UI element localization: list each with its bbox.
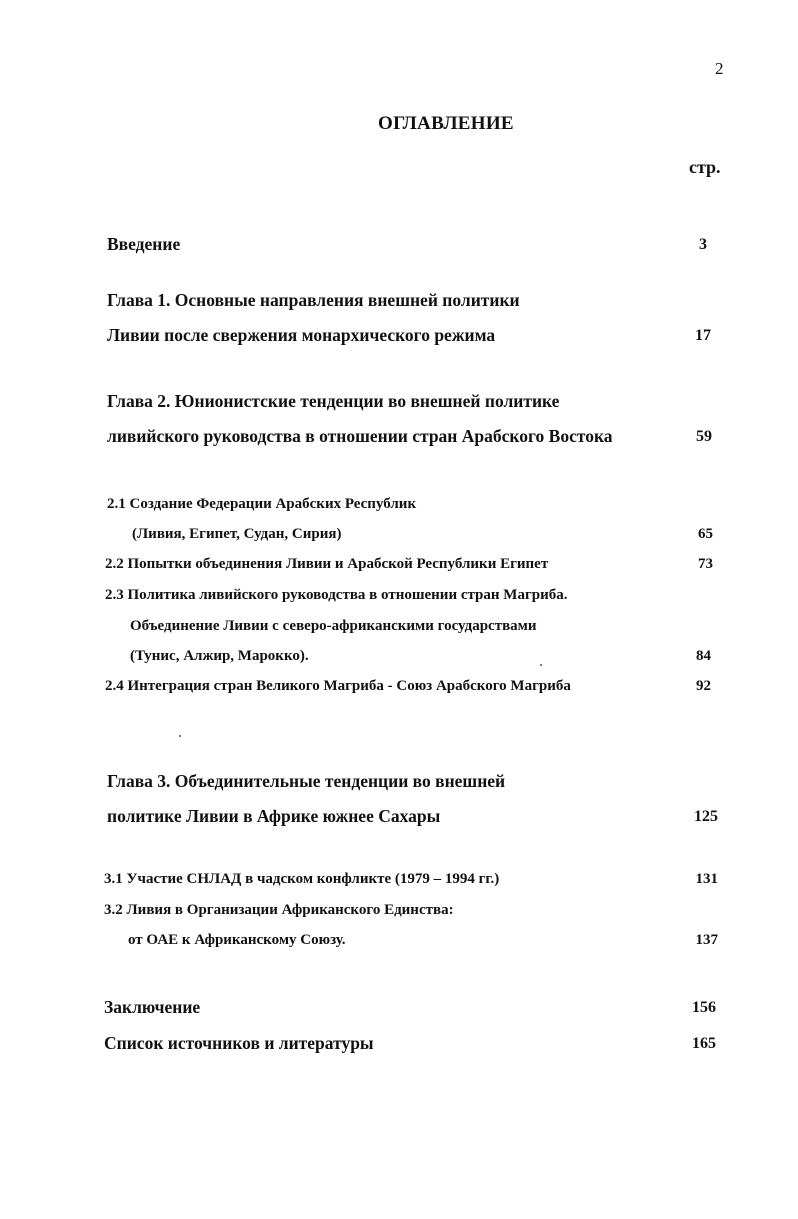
toc-entry-chapter-3-line-1: Глава 3. Объединительные тенденции во внешней [107, 771, 506, 791]
toc-entry-chapter-2-line-2: ливийского руководства в отношении стран Арабского Востока [107, 426, 613, 446]
toc-entry-chapter-2-line-1: Глава 2. Юнионистские тенденции во внешней политике [107, 391, 560, 411]
toc-page-conclusion: 156 [692, 999, 716, 1016]
toc-page-chapter-3: 125 [694, 808, 718, 825]
toc-page-section-3-1: 131 [695, 871, 718, 887]
toc-page-intro: 3 [699, 236, 707, 253]
toc-entry-section-2-1-line-2: (Ливия, Египет, Судан, Сирия) [132, 526, 342, 542]
toc-entry-section-3-2-line-1: 3.2 Ливия в Организации Африканского Единства: [104, 902, 454, 918]
toc-entry-chapter-3-line-2: политике Ливии в Африке южнее Сахары [107, 806, 441, 826]
toc-page-section-2-4: 92 [696, 678, 711, 694]
toc-title: ОГЛАВЛЕНИЕ [378, 113, 514, 134]
toc-entry-section-2-3-line-1: 2.3 Политика ливийского руководства в отношении стран Магриба. [105, 587, 568, 603]
scan-speck [540, 664, 542, 666]
toc-entry-chapter-1-line-1: Глава 1. Основные направления внешней политики [107, 290, 520, 310]
toc-entry-section-3-1: 3.1 Участие СНЛАД в чадском конфликте (1979 – 1994 гг.) [104, 871, 500, 887]
toc-page-chapter-2: 59 [696, 428, 712, 445]
toc-page-section-2-2: 73 [698, 556, 713, 572]
toc-entry-chapter-1-line-2: Ливии после свержения монархического режима [107, 325, 496, 345]
toc-entry-sources: Список источников и литературы [104, 1033, 374, 1053]
toc-entry-section-2-3-line-2: Объединение Ливии с северо-африканскими государствами [130, 618, 537, 634]
toc-entry-section-2-1-line-1: 2.1 Создание Федерации Арабских Республик [107, 496, 417, 512]
toc-entry-section-3-2-line-2: от ОАЕ к Африканскому Союзу. [128, 932, 346, 948]
toc-entry-intro: Введение [107, 234, 181, 254]
toc-page-section-2-3: 84 [696, 648, 711, 664]
toc-entry-section-2-2: 2.2 Попытки объединения Ливии и Арабской Республики Египет [105, 556, 549, 572]
toc-entry-conclusion: Заключение [104, 997, 201, 1017]
page-column-header: стр. [689, 157, 721, 177]
toc-page-sources: 165 [692, 1035, 716, 1052]
page-number: 2 [715, 59, 724, 78]
scan-speck [179, 735, 181, 737]
toc-page-chapter-1: 17 [695, 327, 711, 344]
toc-page-section-2-1: 65 [698, 526, 713, 542]
toc-entry-section-2-3-line-3: (Тунис, Алжир, Марокко). [130, 648, 309, 664]
toc-entry-section-2-4: 2.4 Интеграция стран Великого Магриба - Союз Арабского Магриба [105, 678, 571, 694]
toc-page-section-3-2: 137 [695, 932, 718, 948]
